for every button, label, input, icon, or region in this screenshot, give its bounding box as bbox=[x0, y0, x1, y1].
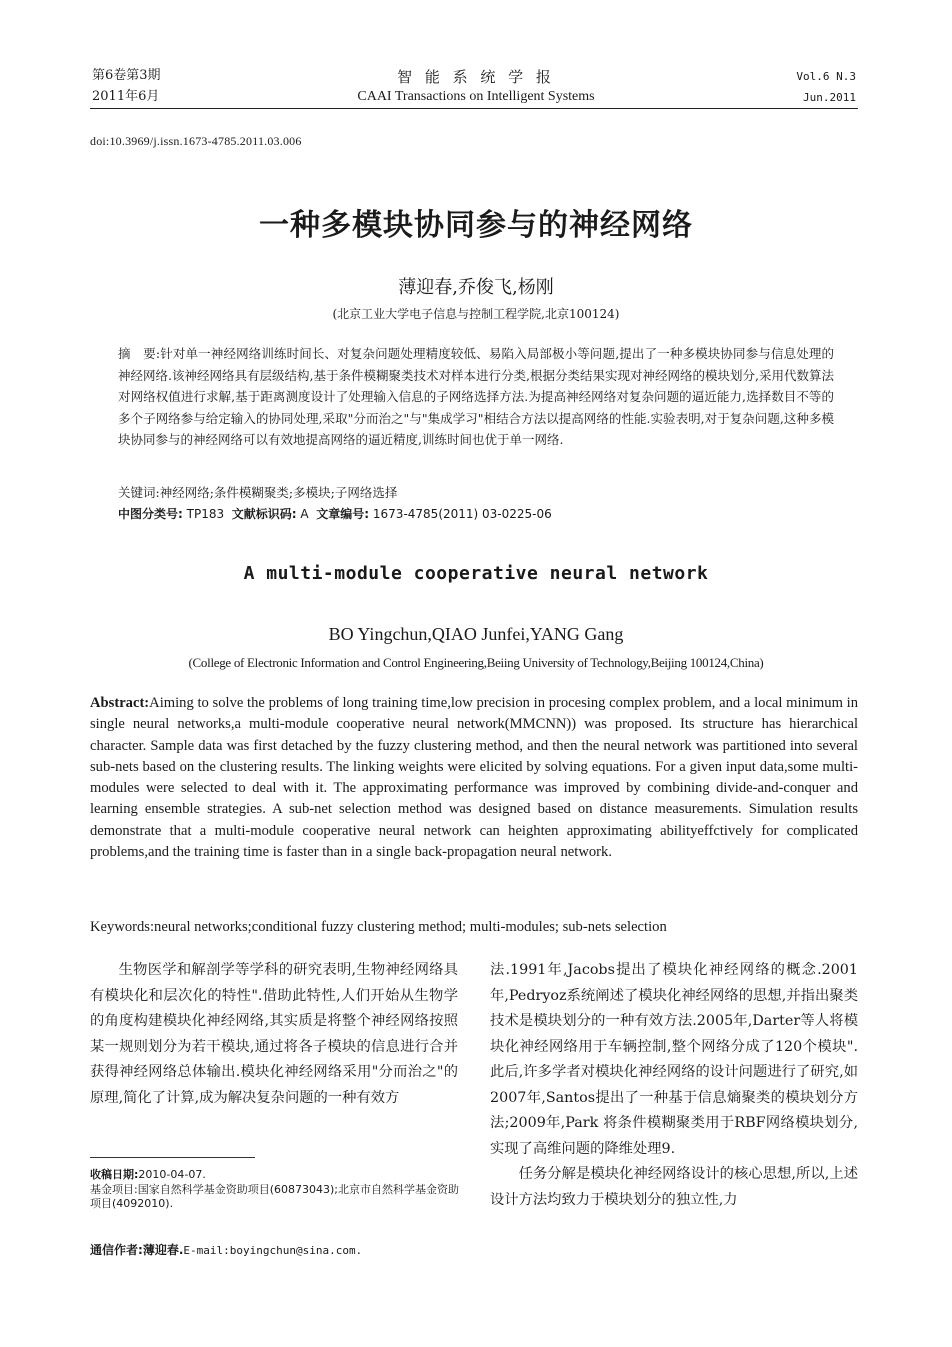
abstract-en-text: Aiming to solve the problems of long training time,low precision in procesing complex problem, and a local minimum in single neural networks,a multi-module cooperative neural network(MMCNN)) was proposed. Its structure has hierarchical character. Sample data was first detached by the fuzzy clustering method, and then the neural network was partitioned into several sub-nets based on the clustering results. The linking weights were elicited by solving equations. For a given input data,some multi-modules were selected to deal with it. The approximating performance was improved by combining divide-and-conquer and learning ensemble strategies. A sub-net selection method was designed based on distance measurements. Simulation results demonstrate that a multi-module cooperative neural network can heighten approximating abilityeffctively for complicated problems,and the training time is faster than in a single back-propagation neural network. bbox=[90, 695, 858, 861]
issue-label: 第6卷第3期 bbox=[92, 68, 161, 83]
volume-label: Vol.6 N.3 bbox=[796, 70, 856, 83]
article-no-label: 文章编号: bbox=[316, 507, 370, 521]
affiliation-en: (College of Electronic Information and Control Engineering,Beiing University of Technology,Beijing 100124,China) bbox=[188, 655, 764, 670]
corresponding-email: E-mail:boyingchun@sina.com. bbox=[183, 1244, 363, 1257]
corresponding-label: 通信作者: bbox=[90, 1243, 143, 1257]
abstract-cn-label: 摘 要: bbox=[118, 346, 161, 361]
received-label: 收稿日期: bbox=[90, 1168, 139, 1181]
corresponding-name: 薄迎春. bbox=[142, 1243, 184, 1257]
keywords-en-label: Keywords: bbox=[90, 919, 155, 935]
abstract-cn-text: 针对单一神经网络训练时间长、对复杂问题处理精度较低、易陷入局部极小等问题,提出了一种多模块协同参与信息处理的神经网络.该神经网络具有层级结构,基于条件模糊聚类技术对样本进行分类,根据分类结果实现对神经网络的模块划分,采用代数算法对网络权值进行求解,基于距离测度设计了处理输入信息的子网络选择方法.为提高神经网络对复杂问题的逼近能力,选择数目不等的多个子网络参与给定输入的协同处理,采取"分而治之"与"集成学习"相结合方法以提高网络的性能.实验表明,对于复杂问题,这种多模块协同参与的神经网络可以有效地提高网络的逼近精度,训练时间也优于单一网络. bbox=[118, 346, 834, 447]
clc-value: TP183 bbox=[186, 507, 225, 521]
journal-title-cn: 智 能 系 统 学 报 bbox=[397, 68, 555, 86]
journal-title-en: CAAI Transactions on Intelligent Systems bbox=[357, 89, 595, 104]
body-right-column bbox=[490, 958, 858, 1213]
title-cn: 一种多模块协同参与的神经网络 bbox=[259, 208, 693, 243]
footnote-rule bbox=[90, 1157, 255, 1158]
keywords-en-text: neural networks;conditional fuzzy clustering method; multi-modules; sub-nets selection bbox=[154, 919, 667, 935]
keywords-cn-text: 神经网络;条件模糊聚类;多模块;子网络选择 bbox=[159, 485, 398, 500]
issue-date: 2011年6月 bbox=[92, 89, 160, 104]
date-label-en: Jun.2011 bbox=[803, 91, 856, 104]
classification-cn bbox=[118, 505, 552, 522]
keywords-cn-label: 关键词: bbox=[118, 485, 160, 500]
header-rule bbox=[90, 108, 858, 109]
keywords-en bbox=[90, 919, 667, 936]
abstract-en bbox=[90, 693, 858, 863]
keywords-cn bbox=[118, 483, 397, 501]
doc-code-value: A bbox=[300, 507, 309, 521]
article-no-value: 1673-4785(2011) 03-0225-06 bbox=[372, 507, 552, 521]
received-date: 2010-04-07. bbox=[138, 1168, 206, 1181]
body-paragraph: 法.1991年,Jacobs提出了模块化神经网络的概念.2001年,Pedryoz系统阐述了模块化神经网络的思想,并指出聚类技术是模块划分的一种有效方法.2005年,Darter等人将模块化神经网络用于车辆控制,整个网络分成了120个模块".此后,许多学者对模块化神经网络的设计问题进行了研究,如2007年,Santos提出了一种基于信息熵聚类的模块划分方法;2009年,Park 将条件模糊聚类用于RBF网络模块划分,实现了高维问题的降维处理9. bbox=[490, 962, 858, 1157]
fund-text: 国家自然科学基金资助项目(60873043);北京市自然科学基金资助项目(4092010). bbox=[90, 1183, 459, 1210]
authors-cn: 薄迎春,乔俊飞,杨刚 bbox=[398, 277, 554, 298]
clc-label: 中图分类号: bbox=[118, 507, 183, 521]
abstract-cn bbox=[118, 343, 834, 451]
fund-label: 基金项目: bbox=[90, 1183, 138, 1196]
abstract-en-label: Abstract: bbox=[90, 695, 150, 711]
affiliation-cn: (北京工业大学电子信息与控制工程学院,北京100124) bbox=[332, 307, 620, 321]
footnote-fund bbox=[90, 1183, 465, 1210]
body-paragraph: 任务分解是模块化神经网络设计的核心思想,所以,上述设计方法均致力于模块划分的独立性,力 bbox=[490, 1166, 858, 1208]
footnote-corresponding bbox=[90, 1244, 470, 1258]
title-en: A multi-module cooperative neural network bbox=[243, 563, 709, 584]
body-left-column bbox=[90, 958, 458, 1111]
authors-en: BO Yingchun,QIAO Junfei,YANG Gang bbox=[328, 624, 624, 644]
body-paragraph: 生物医学和解剖学等学科的研究表明,生物神经网络具有模块化和层次化的特性".借助此特性,人们开始从生物学的角度构建模块化神经网络,其实质是将整个神经网络按照某一规则划分为若干模块,通过将各子模块的信息进行合并获得神经网络总体输出.模块化神经网络采用"分而治之"的原理,简化了计算,成为解决复杂问题的一种有效方 bbox=[90, 962, 458, 1106]
footnote-received bbox=[90, 1168, 470, 1182]
doc-code-label: 文献标识码: bbox=[231, 507, 297, 521]
doi: doi:10.3969/j.issn.1673-4785.2011.03.006 bbox=[90, 134, 302, 148]
